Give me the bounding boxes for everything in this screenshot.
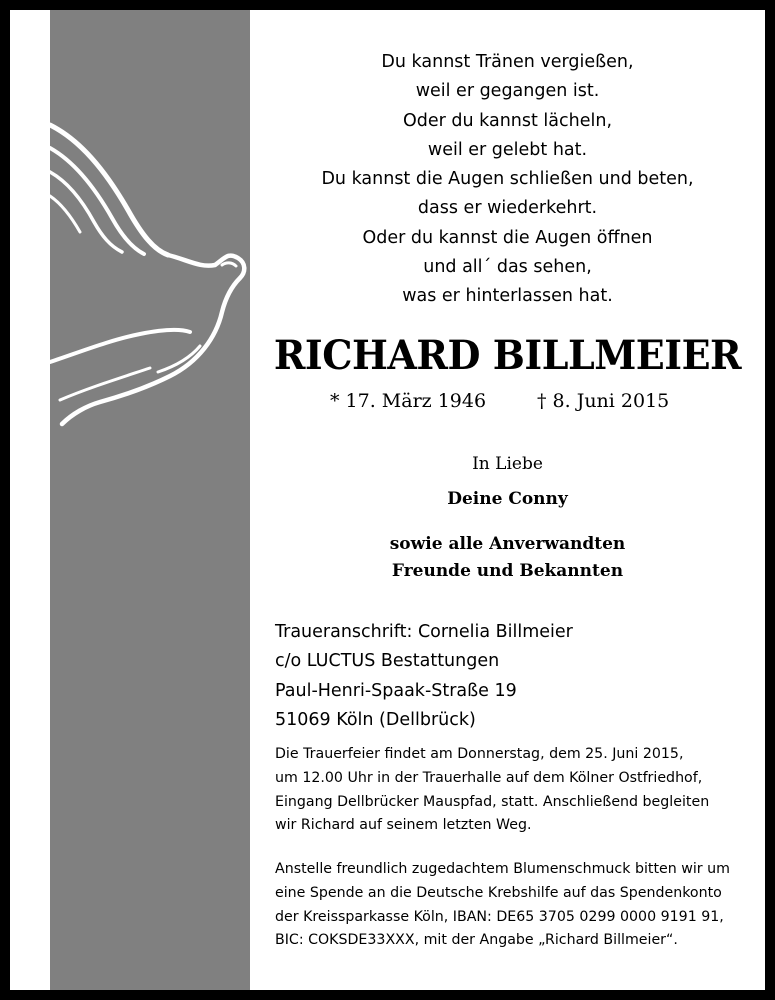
- poem-line: was er hinterlassen hat.: [402, 286, 613, 307]
- ceremony-line: um 12.00 Uhr in der Trauerhalle auf dem Kölner Ostfriedhof,: [275, 769, 703, 786]
- poem-line: Oder du kannst die Augen öffnen: [362, 227, 653, 248]
- poem-line: weil er gelebt hat.: [427, 139, 588, 160]
- poem-line: dass er wiederkehrt.: [417, 198, 598, 219]
- ceremony-line: Die Trauerfeier findet am Donnerstag, dem 25. Juni 2015,: [275, 746, 684, 762]
- poem-line: Oder du kannst lächeln,: [402, 110, 613, 131]
- mourner-relatives: sowie alle Anverwandten: [389, 534, 626, 554]
- donation-line: Anstelle freundlich zugedachtem Blumenschmuck bitten wir um: [275, 861, 730, 877]
- main-content: [250, 10, 765, 990]
- donation-line: BIC: COKSDE33XXX, mit der Angabe „Richard Billmeier“.: [275, 932, 678, 949]
- deceased-name: RICHARD BILLMEIER: [273, 332, 742, 379]
- poem-line: Du kannst die Augen schließen und beten,: [321, 169, 694, 190]
- ceremony-line: Eingang Dellbrücker Mauspfad, statt. Anschließend begleiten: [275, 793, 710, 810]
- mourner-primary: Deine Conny: [447, 489, 568, 509]
- poem-line: weil er gegangen ist.: [415, 81, 600, 102]
- dove-icon: [50, 100, 250, 430]
- donation-line: eine Spende an die Deutsche Krebshilfe auf das Spendenkonto: [275, 884, 722, 901]
- address-line: c/o LUCTUS Bestattungen: [275, 651, 500, 672]
- donation-paragraph: [275, 858, 763, 953]
- mourner-friends: Freunde und Bekannten: [391, 561, 624, 581]
- poem-line: und all´ das sehen,: [423, 257, 592, 278]
- obituary-notice: [10, 10, 765, 990]
- death-date: † 8. Juni 2015: [537, 390, 670, 412]
- ceremony-line: wir Richard auf seinem letzten Weg.: [275, 817, 532, 834]
- birth-date: * 17. März 1946: [330, 390, 487, 412]
- mourning-address: [275, 618, 573, 736]
- poem: [250, 48, 765, 312]
- poem-line: Du kannst Tränen vergießen,: [381, 52, 634, 72]
- address-line: 51069 Köln (Dellbrück): [275, 710, 476, 731]
- address-line: Paul-Henri-Spaak-Straße 19: [275, 680, 517, 701]
- mourners-intro: In Liebe: [472, 454, 543, 474]
- ceremony-paragraph: [275, 743, 763, 838]
- address-line: Traueranschrift: Cornelia Billmeier: [275, 622, 573, 642]
- donation-line: der Kreissparkasse Köln, IBAN: DE65 3705 0299 0000 9191 91,: [275, 908, 724, 925]
